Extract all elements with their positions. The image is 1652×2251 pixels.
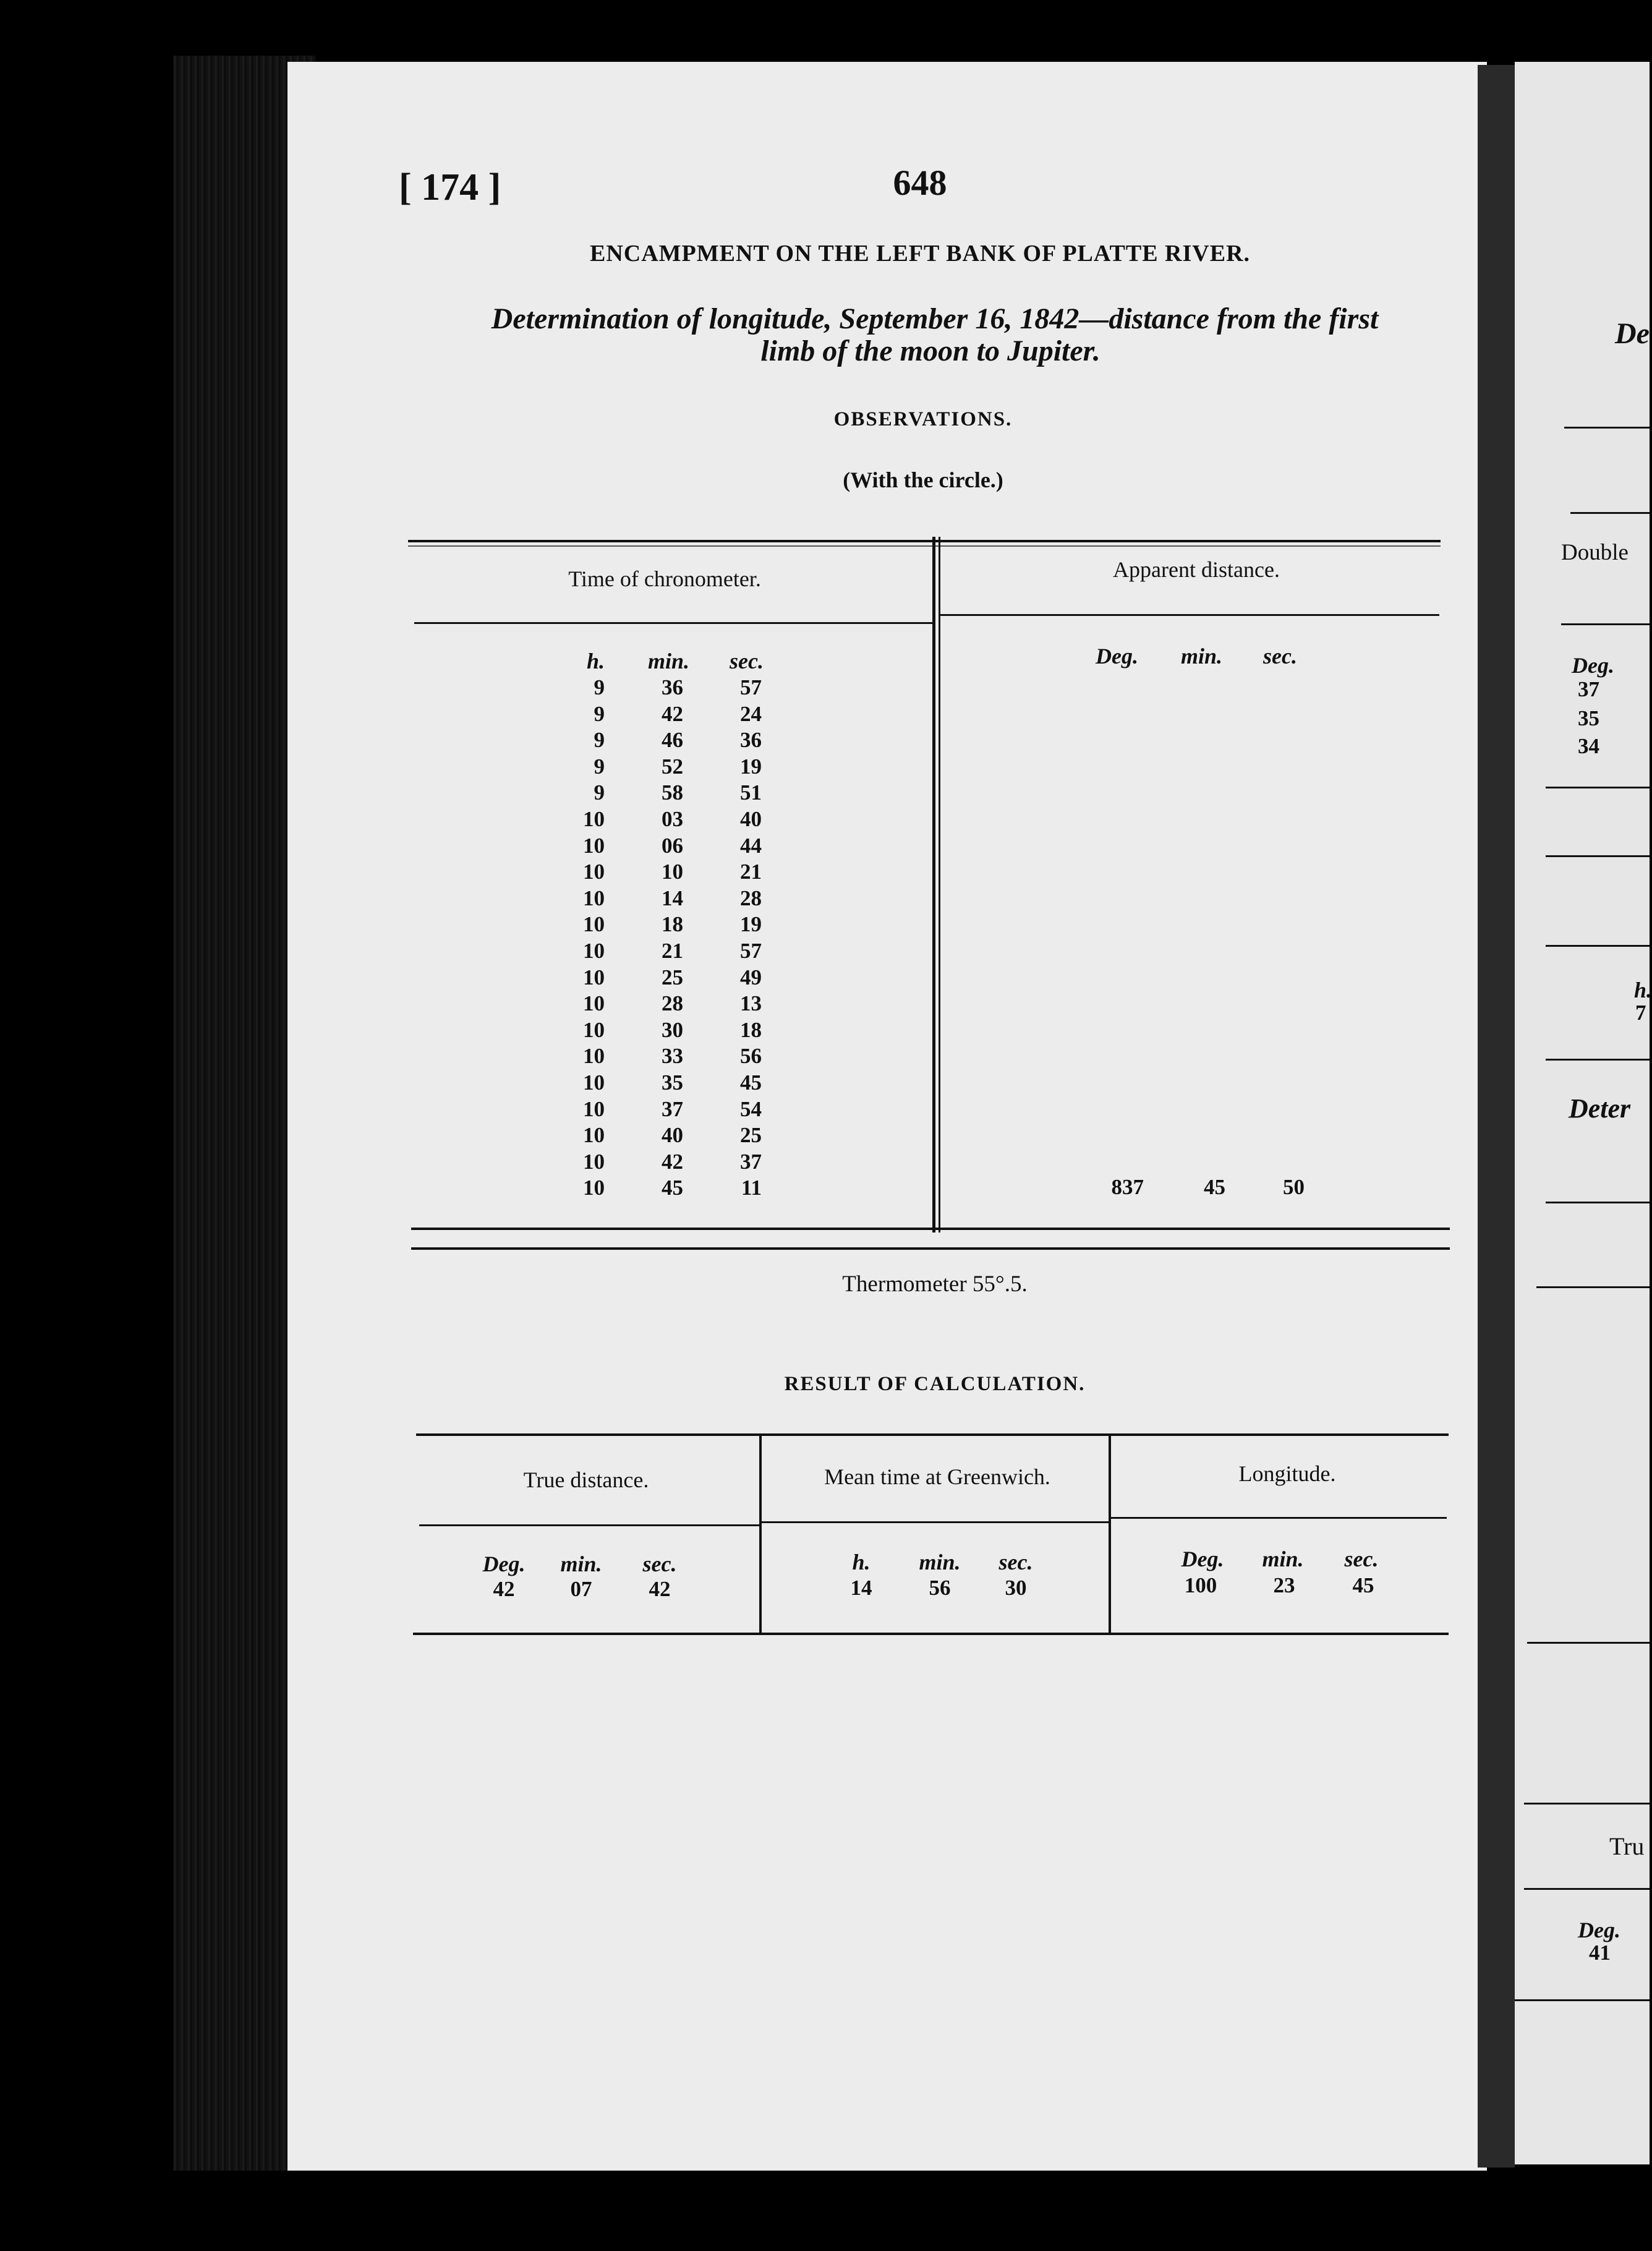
true-distance-min: 07	[570, 1577, 592, 1601]
obs-minute: 36	[662, 675, 683, 699]
unit-sec-dist: sec.	[1263, 644, 1297, 668]
location-title: ENCAMPMENT ON THE LEFT BANK OF PLATTE RIVER.	[589, 241, 1251, 267]
next-page-value: 34	[1578, 734, 1599, 758]
obs-second: 11	[741, 1176, 762, 1200]
obs-second: 44	[740, 833, 762, 858]
obs-table-top-rule-2	[408, 545, 1441, 547]
obs-minute: 58	[662, 780, 683, 805]
obs-minute: 28	[662, 991, 683, 1016]
next-page-rule	[1536, 1286, 1650, 1288]
result-bottom-rule	[413, 1633, 1449, 1635]
mean-unit-h: h.	[852, 1550, 871, 1574]
obs-second: 13	[740, 991, 762, 1016]
next-page-rule	[1570, 512, 1650, 514]
obs-second: 49	[740, 965, 762, 989]
next-page-rule	[1527, 1642, 1650, 1644]
instrument-note: (With the circle.)	[843, 468, 1003, 492]
obs-hour: 9	[594, 701, 605, 726]
obs-minute: 03	[662, 807, 683, 831]
obs-table-divider	[932, 537, 935, 1232]
obs-minute: 42	[662, 701, 683, 726]
obs-second: 37	[740, 1149, 762, 1174]
next-page-rule	[1546, 1202, 1650, 1203]
obs-second: 54	[740, 1096, 762, 1121]
next-page-rule	[1524, 1803, 1650, 1805]
obs-hour: 9	[594, 780, 605, 805]
page-number: 648	[893, 163, 947, 203]
obs-hour: 10	[583, 886, 605, 910]
obs-hour: 10	[583, 1096, 605, 1121]
next-page-rule	[1546, 855, 1650, 857]
obs-second: 40	[740, 807, 762, 831]
obs-minute: 37	[662, 1096, 683, 1121]
obs-minute: 35	[662, 1070, 683, 1095]
true-unit-min: min.	[560, 1552, 602, 1576]
obs-minute: 42	[662, 1149, 683, 1174]
long-unit-deg: Deg.	[1181, 1547, 1224, 1571]
obs-minute: 14	[662, 886, 683, 910]
col-true-distance: True distance.	[523, 1467, 649, 1492]
obs-second: 19	[740, 912, 762, 937]
next-page-rule	[1515, 1999, 1650, 2001]
section-heading: OBSERVATIONS.	[833, 408, 1013, 430]
subtitle-line-2: limb of the moon to Jupiter.	[760, 335, 1101, 367]
obs-minute: 33	[662, 1044, 683, 1069]
obs-second: 21	[740, 860, 762, 884]
result-header-rule-3	[1111, 1517, 1447, 1519]
mean-unit-sec: sec.	[998, 1550, 1033, 1574]
longitude-min: 23	[1273, 1573, 1295, 1597]
obs-second: 57	[740, 939, 762, 963]
col-time-header: Time of chronometer.	[568, 566, 761, 591]
result-divider-1	[759, 1436, 762, 1634]
col-mean-time: Mean time at Greenwich.	[824, 1464, 1050, 1489]
next-page-heading: De	[1615, 317, 1650, 350]
obs-hour: 10	[583, 1123, 605, 1148]
document-page	[287, 62, 1487, 2171]
subtitle-line-1: Determination of longitude, September 16, 1842—distance from the first	[491, 302, 1379, 335]
unit-deg: Deg.	[1096, 644, 1138, 668]
col-longitude: Longitude.	[1238, 1461, 1336, 1486]
obs-minute: 06	[662, 833, 683, 858]
next-page-value: 35	[1578, 706, 1599, 730]
apparent-distance-deg: 837	[1111, 1175, 1144, 1199]
obs-hour: 10	[583, 1017, 605, 1042]
page-gutter	[1478, 65, 1515, 2168]
obs-second: 28	[740, 886, 762, 910]
obs-hour: 10	[583, 912, 605, 937]
document-number: [ 174 ]	[399, 166, 501, 208]
time-header-rule	[414, 622, 932, 624]
next-page-units: Deg.	[1572, 653, 1614, 678]
obs-second: 19	[740, 754, 762, 779]
obs-table-bottom-rule-2	[411, 1247, 1450, 1250]
result-header-rule-2	[762, 1521, 1109, 1523]
obs-minute: 10	[662, 860, 683, 884]
true-distance-deg: 42	[493, 1577, 515, 1601]
next-page-deg-unit: Deg.	[1578, 1918, 1620, 1942]
true-unit-sec: sec.	[642, 1552, 677, 1576]
obs-hour: 10	[583, 1044, 605, 1069]
unit-h: h.	[586, 649, 605, 673]
longitude-deg: 100	[1184, 1573, 1217, 1597]
col-distance-header: Apparent distance.	[1113, 557, 1280, 582]
obs-hour: 10	[583, 991, 605, 1016]
obs-hour: 10	[583, 860, 605, 884]
obs-minute: 21	[662, 939, 683, 963]
next-page-rule	[1561, 623, 1650, 625]
next-page-row-label: Double	[1561, 540, 1629, 565]
obs-minute: 30	[662, 1017, 683, 1042]
true-distance-sec: 42	[649, 1577, 671, 1601]
obs-hour: 9	[594, 754, 605, 779]
obs-second: 18	[740, 1017, 762, 1042]
obs-second: 36	[740, 728, 762, 753]
obs-minute: 18	[662, 912, 683, 937]
result-top-rule	[416, 1433, 1449, 1436]
long-unit-min: min.	[1262, 1547, 1304, 1571]
next-page-true-fragment: Tru	[1609, 1832, 1645, 1860]
obs-second: 45	[740, 1070, 762, 1095]
mean-time-sec: 30	[1005, 1576, 1027, 1600]
result-title: RESULT OF CALCULATION.	[784, 1373, 1086, 1395]
longitude-sec: 45	[1352, 1573, 1374, 1597]
mean-unit-min: min.	[919, 1550, 961, 1574]
unit-sec: sec.	[730, 649, 764, 673]
obs-minute: 45	[662, 1176, 683, 1200]
obs-second: 25	[740, 1123, 762, 1148]
true-unit-deg: Deg.	[482, 1552, 526, 1576]
result-header-rule-1	[419, 1524, 759, 1526]
thermometer-reading: Thermometer 55°.5.	[842, 1271, 1028, 1297]
obs-table-top-rule	[408, 540, 1441, 542]
distance-header-rule	[940, 614, 1439, 616]
obs-minute: 25	[662, 965, 683, 989]
obs-second: 51	[740, 780, 762, 805]
next-page-deg-value: 41	[1589, 1941, 1611, 1965]
next-page-rule	[1546, 787, 1650, 788]
unit-min: min.	[647, 649, 689, 673]
obs-second: 24	[740, 701, 762, 726]
next-page-italic-fragment: Deter	[1569, 1093, 1631, 1124]
obs-hour: 10	[583, 1176, 605, 1200]
next-page-rule	[1546, 1059, 1650, 1061]
obs-hour: 10	[583, 1149, 605, 1174]
obs-second: 56	[740, 1044, 762, 1069]
obs-minute: 52	[662, 754, 683, 779]
obs-hour: 10	[583, 1070, 605, 1095]
mean-time-min: 56	[929, 1576, 951, 1600]
obs-hour: 10	[583, 939, 605, 963]
next-page-rule	[1564, 427, 1650, 429]
mean-time-h: 14	[850, 1576, 872, 1600]
obs-table-divider-2	[939, 537, 940, 1232]
next-page-rule	[1546, 945, 1650, 947]
obs-hour: 10	[583, 833, 605, 858]
next-page-value: 37	[1578, 677, 1599, 701]
obs-minute: 46	[662, 728, 683, 753]
unit-min-dist: min.	[1181, 644, 1223, 668]
apparent-distance-sec: 50	[1283, 1175, 1305, 1199]
obs-hour: 10	[583, 807, 605, 831]
result-divider-2	[1109, 1436, 1111, 1634]
apparent-distance-min: 45	[1204, 1175, 1225, 1199]
long-unit-sec: sec.	[1344, 1547, 1379, 1571]
next-page-h-value: 7	[1635, 1001, 1646, 1025]
obs-minute: 40	[662, 1123, 683, 1148]
obs-hour: 9	[594, 728, 605, 753]
next-page-rule	[1524, 1888, 1650, 1890]
obs-second: 57	[740, 675, 762, 699]
obs-hour: 10	[583, 965, 605, 989]
obs-table-bottom-rule	[411, 1228, 1450, 1230]
obs-hour: 9	[594, 675, 605, 699]
next-page-h-unit: h.	[1634, 978, 1652, 1002]
